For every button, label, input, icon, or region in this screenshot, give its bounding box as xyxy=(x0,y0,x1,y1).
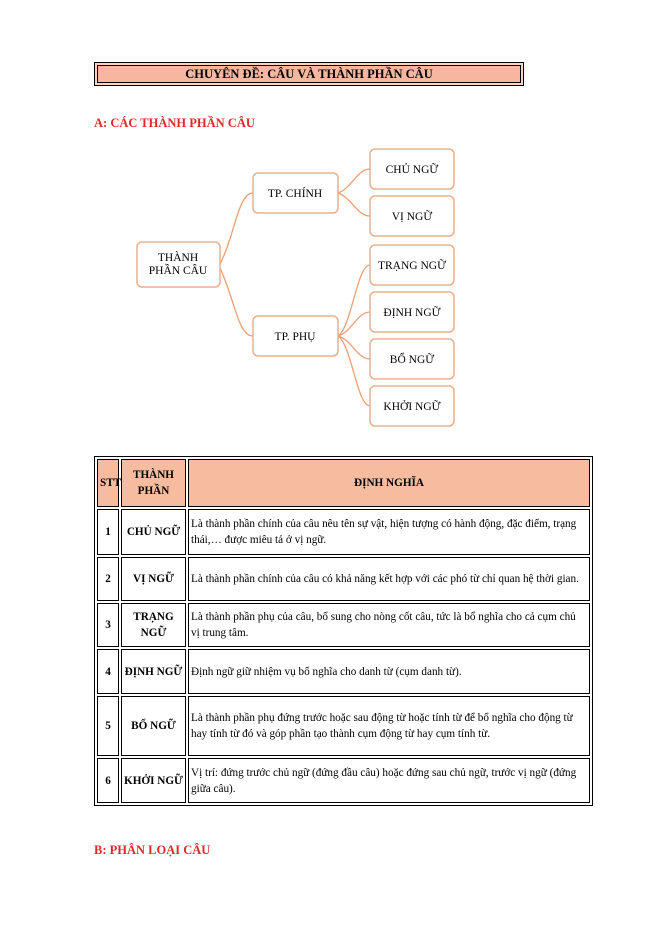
node-predicate-label: VỊ NGỮ xyxy=(391,211,433,223)
header-component: THÀNH PHẦN xyxy=(121,459,186,507)
node-attributive xyxy=(370,292,454,332)
row-definition: Là thành phần chính của câu nêu tên sự vật, hiện tượng có hành động, đặc điểm, trạng thái,… được miêu tả ở vị ngữ. xyxy=(188,509,590,555)
node-main-label: TP. CHÍNH xyxy=(267,188,323,200)
edge-main-subject xyxy=(338,169,370,193)
node-subject-label: CHỦ NGỮ xyxy=(385,164,439,176)
node-topic xyxy=(370,386,454,426)
row-definition: Vị trí: đứng trước chủ ngữ (đứng đầu câu) hoặc đứng sau chủ ngữ, trước vị ngữ (đứng giữa câu). xyxy=(188,758,590,803)
header-stt: STT xyxy=(97,459,119,507)
section-a-heading: A: CÁC THÀNH PHẦN CÂU xyxy=(94,116,255,130)
row-stt: 3 xyxy=(97,603,119,647)
row-stt: 4 xyxy=(97,649,119,694)
table-row xyxy=(97,758,590,803)
node-complement xyxy=(370,339,454,379)
row-definition: Là thành phần phụ đứng trước hoặc sau động từ hoặc tính từ để bổ nghĩa cho động từ hay tính từ đó và góp phần tạo thành cụm động từ hay cụm tính từ. xyxy=(188,696,590,756)
section-b-heading: B: PHÂN LOẠI CÂU xyxy=(94,843,211,857)
edge-main-predicate xyxy=(338,193,370,216)
node-topic-label: KHỞI NGỮ xyxy=(383,401,441,413)
table-header-row xyxy=(97,459,590,507)
edge-sub-attributive xyxy=(338,312,370,336)
table-row xyxy=(97,557,590,601)
node-sub-label: TP. PHỤ xyxy=(274,331,316,343)
row-component: KHỞI NGỮ xyxy=(121,758,186,803)
sentence-components-diagram xyxy=(0,0,655,440)
table-row xyxy=(97,509,590,555)
edge-sub-complement xyxy=(338,336,370,359)
row-component: BỔ NGỮ xyxy=(121,696,186,756)
document-title: CHUYÊN ĐỀ: CÂU VÀ THÀNH PHẦN CÂU xyxy=(94,62,524,86)
row-component: ĐỊNH NGỮ xyxy=(121,649,186,694)
row-stt: 5 xyxy=(97,696,119,756)
row-component: TRẠNG NGỮ xyxy=(121,603,186,647)
node-adverbial-label: TRẠNG NGỮ xyxy=(377,260,447,272)
row-definition: Định ngữ giữ nhiệm vụ bổ nghĩa cho danh từ (cụm danh từ). xyxy=(188,649,590,694)
edge-root-main xyxy=(220,193,253,264)
node-root xyxy=(137,242,220,287)
row-component: VỊ NGỮ xyxy=(121,557,186,601)
row-definition: Là thành phần chính của câu có khả năng kết hợp với các phó từ chỉ quan hệ thời gian. xyxy=(188,557,590,601)
node-root-line1: THÀNH xyxy=(157,252,199,264)
node-complement-label: BỔ NGỮ xyxy=(389,354,435,366)
edge-sub-adverbial xyxy=(338,265,370,336)
node-predicate xyxy=(370,196,454,236)
table-row xyxy=(97,649,590,694)
node-adverbial xyxy=(370,245,454,285)
edge-root-sub xyxy=(220,268,253,336)
row-definition: Là thành phần phụ của câu, bổ sung cho nòng cốt câu, tức là bổ nghĩa cho cả cụm chủ vị trung tâm. xyxy=(188,603,590,647)
row-component: CHỦ NGỮ xyxy=(121,509,186,555)
edge-sub-topic xyxy=(338,336,370,406)
row-stt: 6 xyxy=(97,758,119,803)
table-row xyxy=(97,603,590,647)
row-stt: 2 xyxy=(97,557,119,601)
definitions-table xyxy=(94,456,593,806)
node-subject xyxy=(370,149,454,189)
node-main-component xyxy=(253,173,338,213)
row-stt: 1 xyxy=(97,509,119,555)
node-root-line2: PHẦN CÂU xyxy=(148,265,208,277)
table-row xyxy=(97,696,590,756)
node-attributive-label: ĐỊNH NGỮ xyxy=(383,307,441,319)
node-sub-component xyxy=(253,316,338,356)
header-definition: ĐỊNH NGHĨA xyxy=(188,459,590,507)
